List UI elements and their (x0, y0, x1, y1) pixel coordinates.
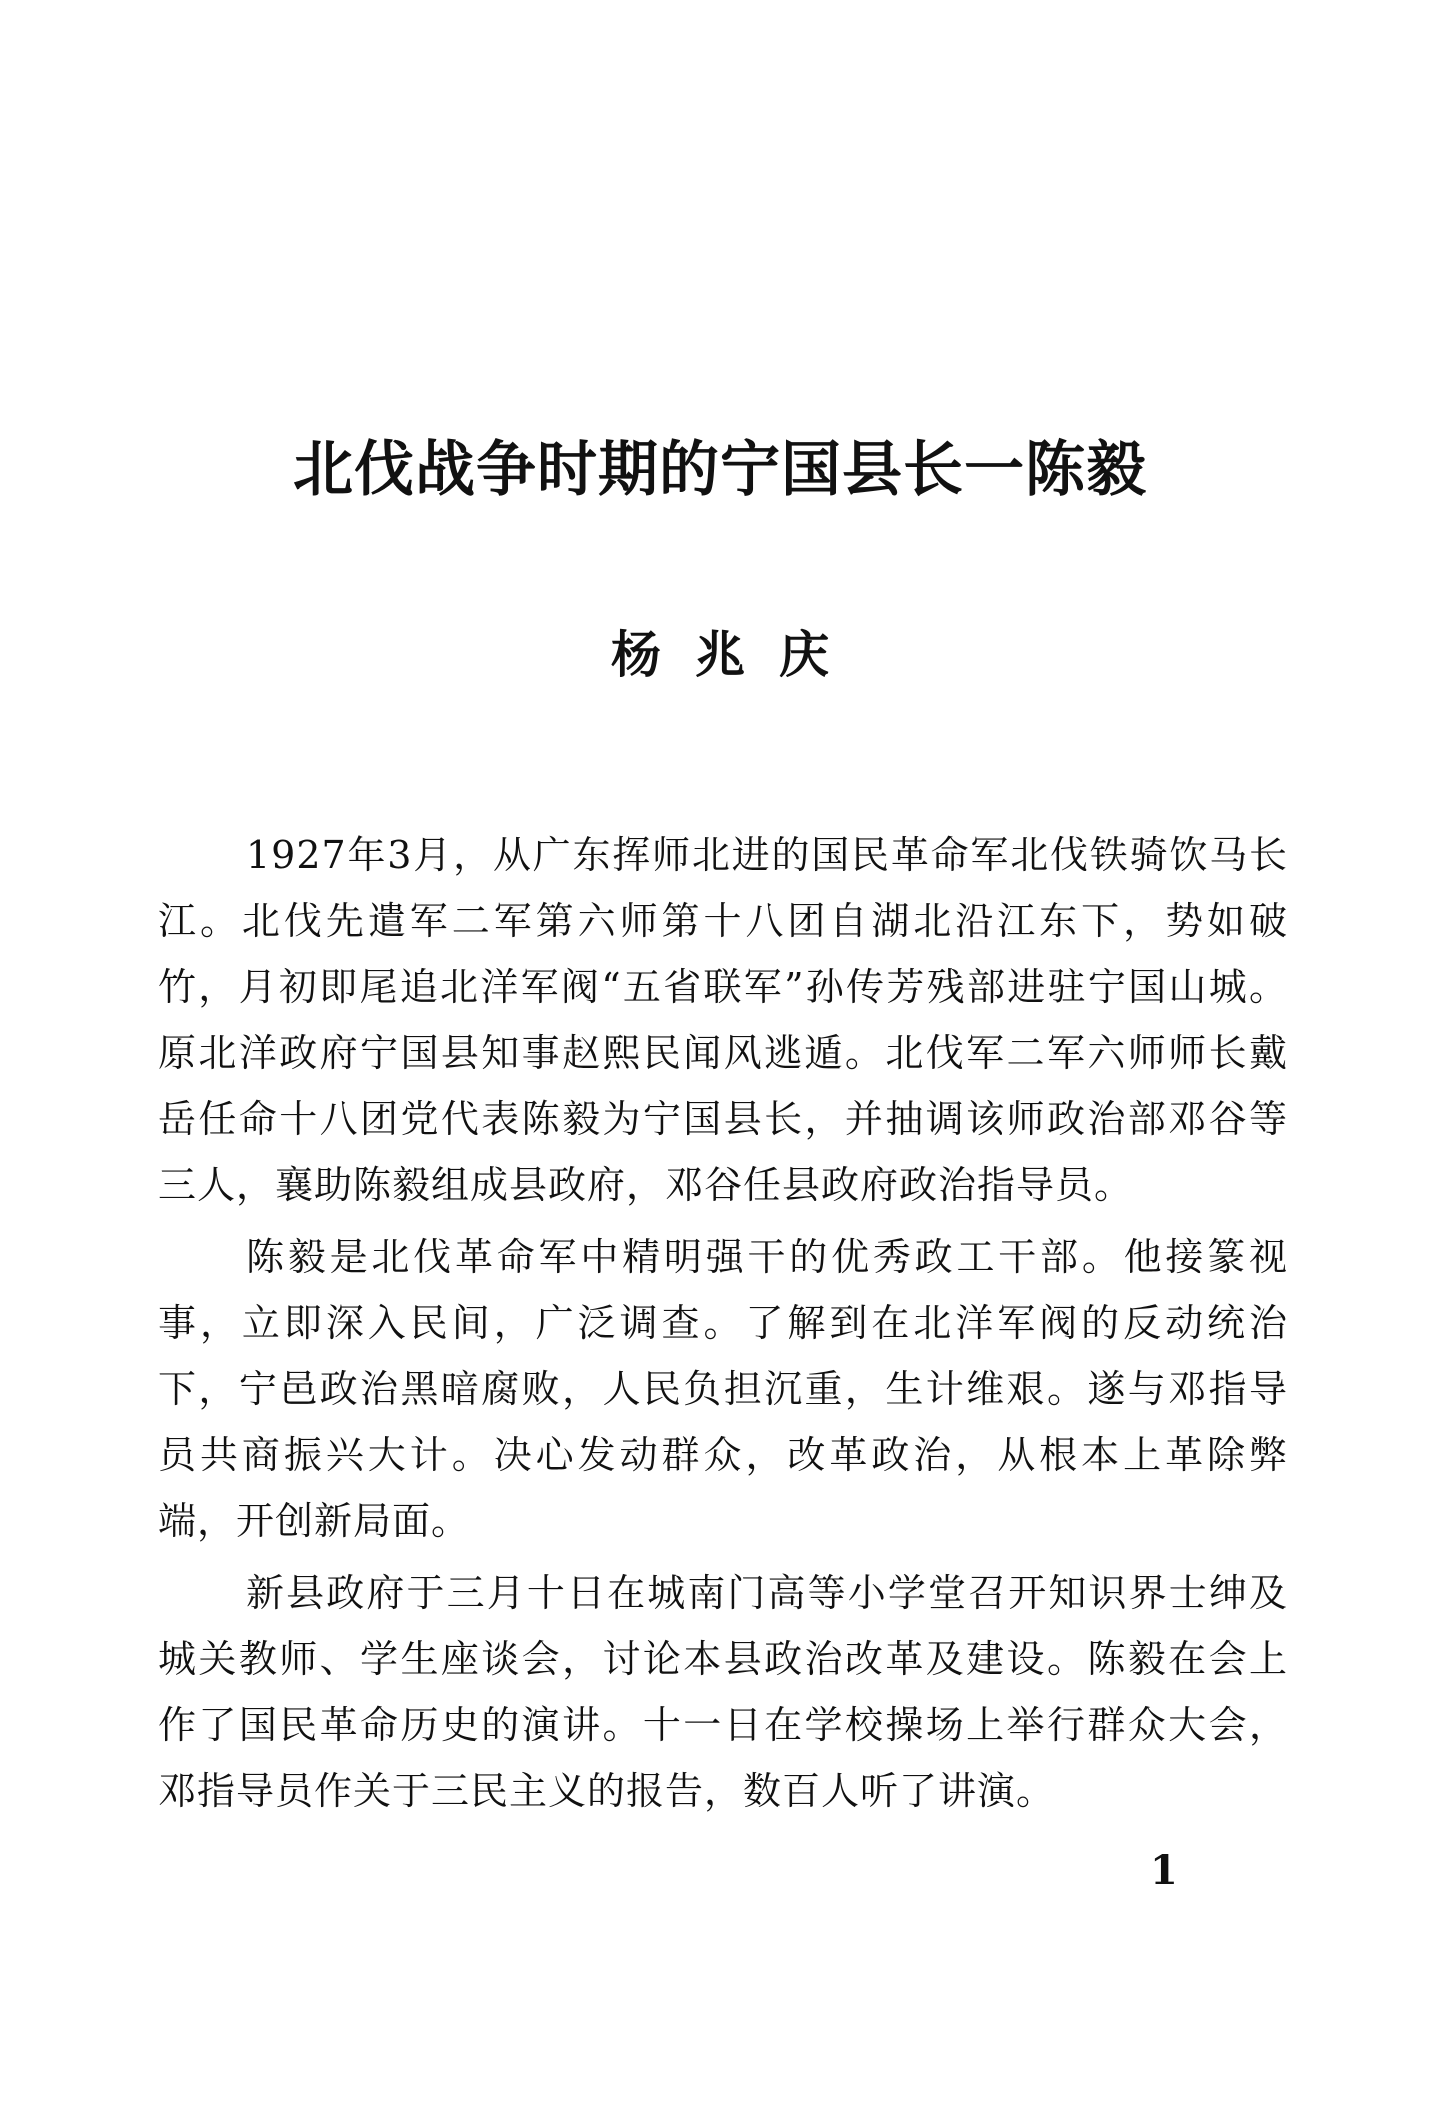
page-number: 1 (1150, 1847, 1178, 1894)
page-title: 北伐战争时期的宁国县长一陈毅 (293, 435, 1147, 505)
paragraph-1: 1927年3月，从广东挥师北进的国民革命军北伐铁骑饮马长江。北伐先遣军二军第六师第十八团自湖北沿江东下，势如破竹，月初即尾追北洋军阀“五省联军”孙传芳残部进驻宁国山城。原北洋政府宁国县知事赵熙民闻风逃遁。北伐军二军六师师长戴岳任命十八团党代表陈毅为宁国县长，并抽调该师政治部邓谷等三人，襄助陈毅组成县政府，邓谷任县政府政治指导员。 (158, 833, 1288, 1207)
paragraph-3: 新县政府于三月十日在城南门高等小学堂召开知识界士绅及城关教师、学生座谈会，讨论本县政治改革及建设。陈毅在会上作了国民革命历史的演讲。十一日在学校操场上举行群众大会，邓指导员作关于三民主义的报告，数百人听了讲演。 (158, 1571, 1288, 1813)
article-body (158, 822, 1288, 1830)
paragraph-2: 陈毅是北伐革命军中精明强干的优秀政工干部。他接篆视事，立即深入民间，广泛调查。了解到在北洋军阀的反动统治下，宁邑政治黑暗腐败，人民负担沉重，生计维艰。遂与邓指导员共商振兴大计。决心发动群众，改革政治，从根本上革除弊端，开创新局面。 (158, 1235, 1288, 1543)
author-name: 杨兆庆 (611, 625, 863, 684)
